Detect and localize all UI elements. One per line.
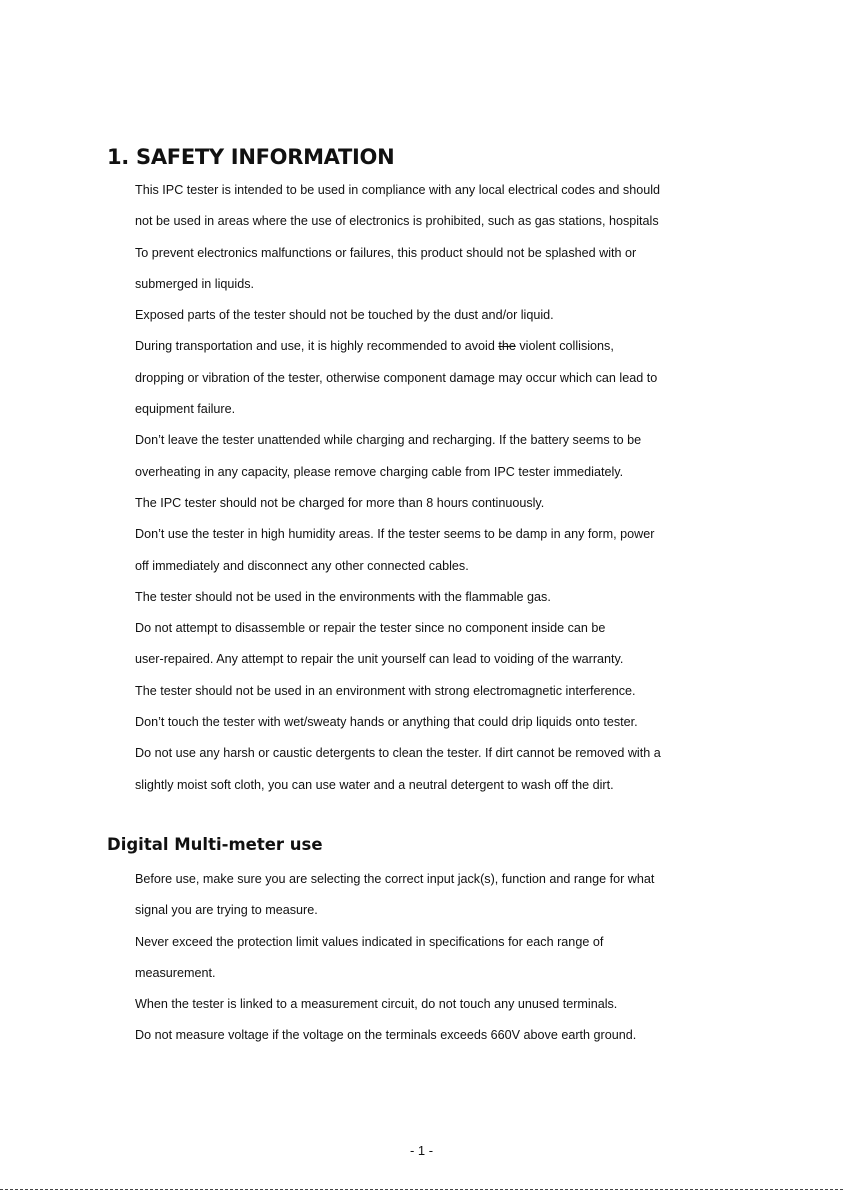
text-line: Do not measure voltage if the voltage on the terminals exceeds 660V above earth ground. — [135, 1028, 637, 1043]
text-line: equipment failure. — [135, 402, 236, 417]
text-line: The tester should not be used in the environments with the flammable gas. — [135, 589, 551, 604]
text-line: signal you are trying to measure. — [135, 903, 318, 918]
text-line: off immediately and disconnect any other connected cables. — [135, 558, 469, 573]
text-fragment: During transportation and use, it is highly recommended to avoid — [135, 339, 499, 354]
page-number: - 1 - — [409, 1143, 434, 1158]
multimeter-text-block — [135, 864, 654, 1052]
struck-word: the — [498, 339, 516, 354]
section-title: 1. SAFETY INFORMATION — [107, 145, 395, 169]
text-line: overheating in any capacity, please remove charging cable from IPC tester immediately. — [135, 464, 624, 479]
subsection-title: Digital Multi-meter use — [107, 835, 323, 854]
text-line: Exposed parts of the tester should not be touched by the dust and/or liquid. — [135, 308, 554, 323]
text-line: measurement. — [135, 965, 216, 980]
text-line: Before use, make sure you are selecting the correct input jack(s), function and range for what — [135, 872, 655, 886]
text-line: To prevent electronics malfunctions or failures, this product should not be splashed with or — [135, 245, 637, 260]
text-line: When the tester is linked to a measurement circuit, do not touch any unused terminals. — [135, 997, 618, 1012]
text-fragment: violent collisions, — [515, 339, 614, 354]
text-line: The IPC tester should not be charged for more than 8 hours continuously. — [135, 495, 545, 510]
text-line: slightly moist soft cloth, you can use water and a neutral detergent to wash off the dirt. — [135, 777, 614, 792]
text-line-transport — [135, 331, 661, 362]
text-line: Don’t use the tester in high humidity areas. If the tester seems to be damp in any form, power — [135, 527, 655, 542]
text-line: The tester should not be used in an environment with strong electromagnetic interference. — [135, 683, 636, 698]
text-line: Do not attempt to disassemble or repair the tester since no component inside can be — [135, 621, 606, 636]
text-line: submerged in liquids. — [135, 276, 255, 291]
text-line: user-repaired. Any attempt to repair the unit yourself can lead to voiding of the warranty. — [135, 652, 624, 667]
safety-text-block — [135, 175, 661, 801]
text-line: Don’t touch the tester with wet/sweaty hands or anything that could drip liquids onto tester. — [135, 715, 638, 730]
text-line: Never exceed the protection limit values indicated in specifications for each range of — [135, 934, 604, 949]
text-line: Do not use any harsh or caustic detergents to clean the tester. If dirt cannot be removed with a — [135, 746, 661, 761]
text-line: This IPC tester is intended to be used in compliance with any local electrical codes and should — [135, 183, 661, 197]
text-line: dropping or vibration of the tester, otherwise component damage may occur which can lead to — [135, 370, 658, 385]
text-line: not be used in areas where the use of electronics is prohibited, such as gas stations, hospitals — [135, 214, 659, 229]
bottom-divider — [0, 1189, 843, 1190]
text-line: Don’t leave the tester unattended while charging and recharging. If the battery seems to be — [135, 433, 642, 448]
